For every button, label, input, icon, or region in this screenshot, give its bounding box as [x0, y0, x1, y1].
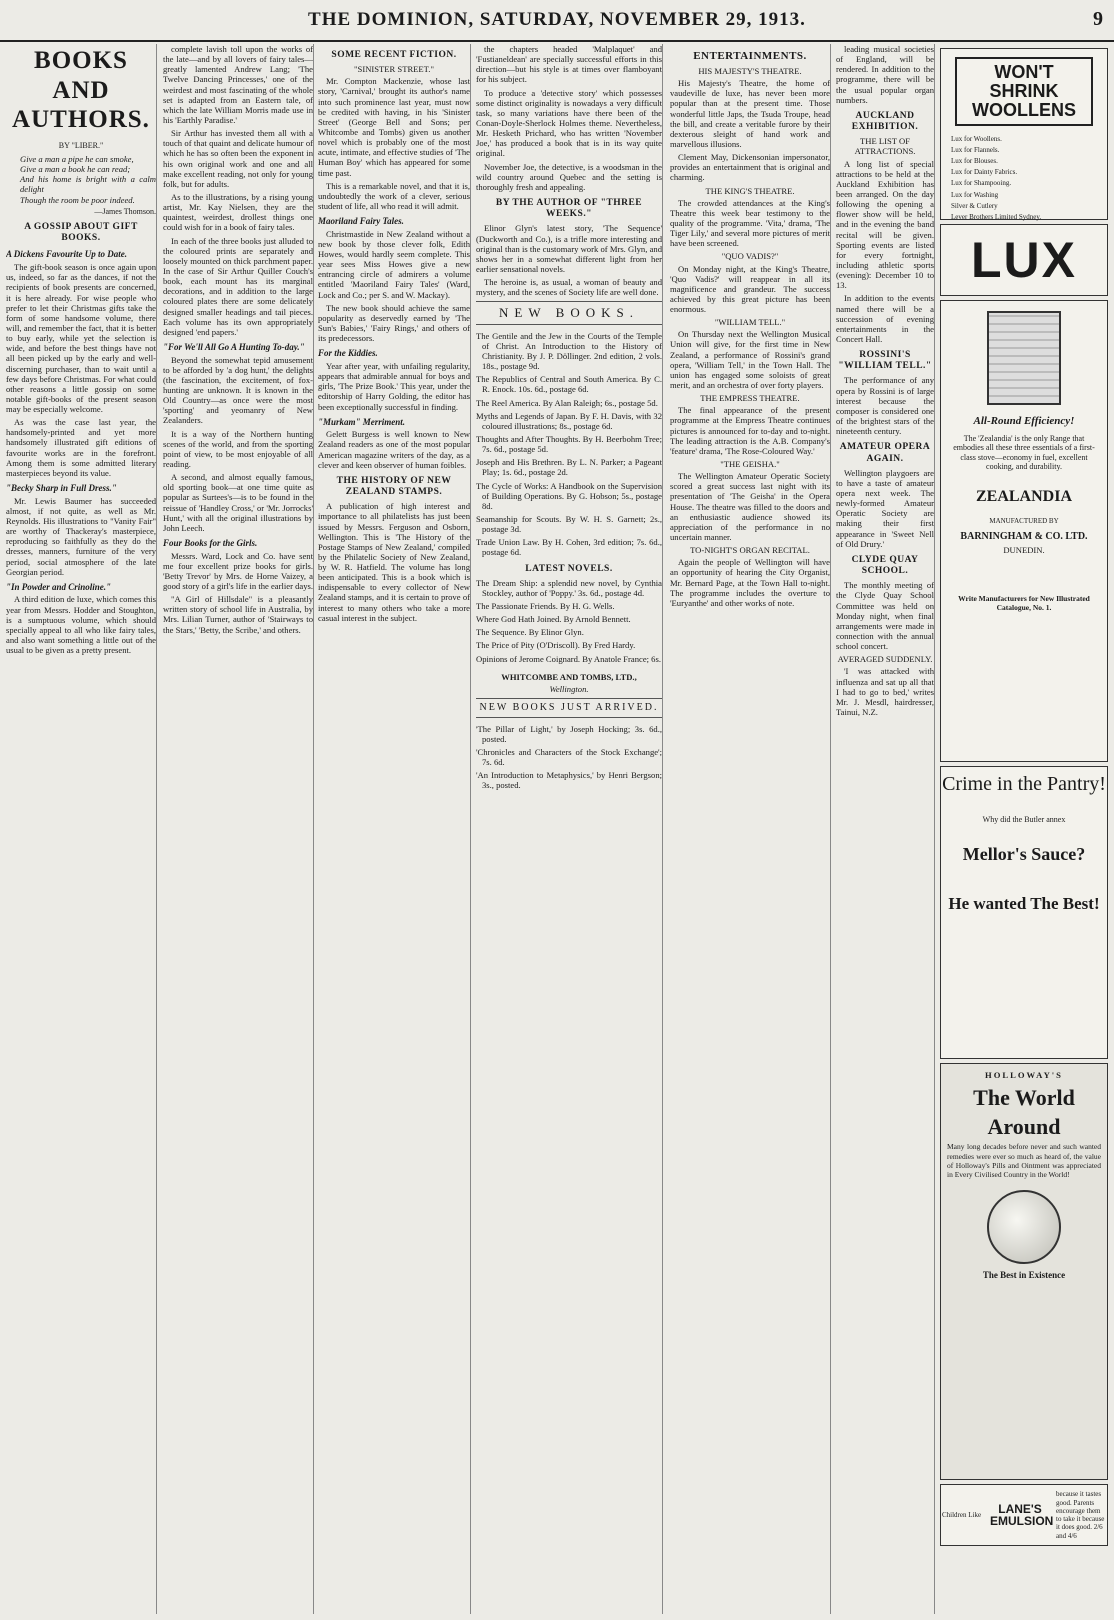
advert-brand: LANE'S EMULSION: [990, 1502, 1054, 1528]
paragraph: Clement May, Dickensonian impersonator, provides an entertainment that is original and charming.: [670, 152, 830, 183]
paragraph: The Wellington Amateur Operatic Society scored a great success last night with its presentation of 'The Geisha' in the Opera House. The theatre was filled to the doors and an enthusiastic audience showed its appreciation of the performance in no uncertain manner.: [670, 471, 830, 543]
paragraph: Mr. Compton Mackenzie, whose last story, 'Carnival,' brought its author's name into such prominence last year, must now be credited with having, in his 'Sinister Street' (George Bell and Sons; per Whitcombe and Tombs) given us another novel which is probably one of the most acute, intimate, and effective studies of 'The Human Boy' which has appeared for some time past.: [318, 76, 470, 178]
paragraph: "A Girl of Hillsdale" is a pleasantly written story of school life in Australia, by Mrs. Lilian Turner, author of 'Stairways to the Stars,' 'Betty, the Scribe,' and others.: [163, 594, 313, 635]
advert-maker: DUNEDIN.: [1003, 544, 1045, 555]
book-list-item: Myths and Legends of Japan. By F. H. Davis, with 32 coloured illustrations; 8s., postage 6d.: [476, 410, 662, 431]
masthead: [0, 0, 1114, 42]
advert-headline: Around: [987, 1114, 1061, 1140]
paragraph: It is a way of the Northern hunting scenes of the world, and from the sporting point of view, to be most enjoyable of all reading.: [163, 428, 313, 469]
advert-footer: Write Manufacturers for New Illustrated Catalogue, No. 1.: [958, 593, 1090, 612]
paragraph: A publication of high interest and importance to all philatelists has just been issued by Messrs. Ferguson and Osborn, Wellington. This is 'The History of the Postage Stamps of New Zealand,' compiled by the Philatelic Society of New Zealand, by W. R. Hatfield. The volume has long been anticipated. This is a book which is indispensable to every collector of New Zealand stamps, and it is certain to prove of interest to many others who take a more casual interest in the subject.: [318, 501, 470, 623]
column-books-and-authors: [6, 44, 157, 1614]
book-list-item: 'Chronicles and Characters of the Stock Exchange'; 7s. 6d.: [476, 747, 662, 768]
book-list-item: The Gentile and the Jew in the Courts of the Temple of Christ. An Introduction to the History of Christianity. By J. P. Döllinger. 2nd edition, 2 vols. 18s., postage 9d.: [476, 330, 662, 372]
bookseller-name: WHITCOMBE AND TOMBS, LTD.,: [501, 671, 637, 682]
paragraph: The heroine is, as usual, a woman of beauty and mystery, and the scenes of Society life are well done.: [476, 277, 662, 298]
book-list-item: The Reel America. By Alan Raleigh; 6s., postage 5d.: [476, 397, 658, 408]
lux-woollens-advert: [940, 48, 1108, 220]
zealandia-range-advert: [940, 300, 1108, 762]
paragraph: The crowded attendances at the King's Theatre this week bear testimony to the quality of the programme. 'Vita,' drama, 'The Tiger Lily,' and several more pictures of merit have been screened.: [670, 197, 830, 249]
paragraph: Wellington playgoers are to have a taste of amateur opera next week. The newly-formed Amateur Operatic Society are making their first appearance in 'Sweet Nell of Old Drury.': [836, 467, 934, 549]
novel-list-item: The Passionate Friends. By H. G. Wells.: [476, 600, 615, 611]
subheading: "Becky Sharp in Full Dress.": [6, 483, 117, 494]
novel-list-item: The Price of Pity (O'Driscoll). By Fred Hardy.: [476, 640, 636, 651]
subheading: "THE GEISHA.": [720, 459, 780, 470]
article-heading: BY THE AUTHOR OF "THREE WEEKS.": [495, 197, 643, 220]
globe-icon: [987, 1190, 1061, 1264]
advert-brand: Mellor's Sauce?: [962, 844, 1086, 865]
advert-maker: BARNINGHAM & CO. LTD.: [960, 530, 1088, 542]
book-list-item: 'An Introduction to Metaphysics,' by Henri Bergson; 3s., posted.: [476, 770, 662, 791]
advert-headline: The World: [973, 1085, 1075, 1111]
paragraph: 'I was attacked with influenza and sat up all that I had to go to bed,' writes Mr. J. Mesdl, hairdresser, Tainui, N.Z.: [836, 666, 934, 717]
paragraph: His Majesty's Theatre, the home of vaudeville de luxe, has never been more popular than at the present time. Those wonderful little Japs, the Tsuda Troupe, head the bill, and create a veritable furore by their dexterous sleight of hand work and marvellous illusions.: [670, 78, 830, 149]
article-heading: ENTERTAINMENTS.: [693, 50, 807, 62]
paragraph: This is a remarkable novel, and that it is, undoubtedly the work of a clever, serious student of life, all who read it will admit.: [318, 180, 470, 212]
subheading: THE EMPRESS THEATRE.: [700, 393, 800, 404]
subheading: "In Powder and Crinoline.": [6, 581, 112, 592]
subheading: A Dickens Favourite Up to Date.: [6, 249, 127, 260]
lanes-emulsion-advert: [940, 1484, 1108, 1546]
paragraph: The gift-book season is once again upon us, indeed, so far as the dances, if not the recipients of book presents are concerned, it is here already. For wise people who prefer to let their Christmas gifts take the form of some handsome volume, there will, and remember the fact, that it is better to buy early, while yet the selection is wide, and before the best things have not all been picked up by the early and well-discerning purchaser, than to wait until a few days before Christmas. For what could other reasons a little gossip on some notable gift-books of the present season may be especially welcome.: [6, 262, 156, 415]
paragraph: As was the case last year, the handsomely-printed and yet more handsomely illustrated gift editions of favourite works are in the forefront. Among them is some admitted literary masterpieces beyond its value.: [6, 417, 156, 478]
subheading: HIS MAJESTY'S THEATRE.: [698, 65, 802, 76]
paragraph: Again the people of Wellington will have an opportunity of hearing the City Organist, Mr. Bernard Page, at the Town Hall to-night. The programme includes the overture to 'Euryanthe' and other works of note.: [670, 557, 830, 608]
paragraph: complete lavish toll upon the works of the late—and by all lovers of fairy tales—greatly lamented Andrew Lang; 'The Twelve Dancing Princesses,' one of the weirdest and most fascinating of the whole set is adapted from an Eastern tale, of which the late William Morris made use in his 'Earthly Paradise.': [163, 44, 313, 125]
subheading: TO-NIGHT'S ORGAN RECITAL.: [690, 545, 810, 556]
advert-footer: The Best in Existence: [982, 1269, 1066, 1280]
advert-text: Children Like: [942, 1510, 982, 1519]
advert-list-item: Lux for Shampooing.: [951, 179, 1012, 188]
subheading: Four Books for the Girls.: [163, 537, 258, 548]
article-heading: ROSSINI'S "WILLIAM TELL.": [838, 350, 932, 372]
paragraph: On Monday night, at the King's Theatre, 'Quo Vadis?' will reappear in all its magnificence and grandeur. The success achieved by this great picture has been enormous.: [670, 263, 830, 315]
paragraph: A second, and almost equally famous, old sporting book—at one time quite as popular as Surtees's—is to be found in the reissue of 'Handley Cross,' or 'Mr. Jorrocks' Hunt,' with all the original illustrations by John Leech.: [163, 472, 313, 533]
subheading: THE LIST OF ATTRACTIONS.: [854, 136, 916, 157]
book-list-item: The Republics of Central and South America. By C. R. Enock. 10s. 6d., postage 6d.: [476, 374, 662, 395]
subheading: "For We'll All Go A Hunting To-day.": [163, 341, 305, 352]
advert-headline: Crime in the Pantry!: [942, 773, 1106, 795]
paragraph: leading musical societies of England, will be rendered. In addition to the programme, there will be the usual popular organ numbers.: [836, 44, 934, 105]
paragraph: Mr. Lewis Baumer has succeeded almost, if not quite, as well as Mr. Reynolds. His illustrations to "Vanity Fair" are worthy of Thackeray's masterpiece, reproducing so faithfully as they do the dresses, manners, furniture of the very period, social atmosphere of the late Georgian period.: [6, 495, 156, 577]
advert-text: because it tastes good. Parents encourage them to take it because it does good. 2/6 and 4/6: [1056, 1490, 1105, 1540]
poem-line: Give a man a book he can read;: [20, 164, 131, 175]
paragraph: Messrs. Ward, Lock and Co. have sent me four excellent prize books for girls. 'Betty Trevor' by Mrs. de Horne Vaizey, a good story of a girl's life in the earlier days.: [163, 550, 313, 591]
article-heading: THE HISTORY OF NEW ZEALAND STAMPS.: [336, 475, 452, 498]
poem-line: Though the room be poor indeed.: [20, 194, 135, 205]
subheading: "Murkam" Merriment.: [318, 416, 406, 427]
mellors-sauce-advert: [940, 766, 1108, 1059]
paragraph: The performance of any opera by Rossini is of large interest because the composer is considered one of the brightest stars of the nineteenth century.: [836, 375, 934, 437]
subheading: "QUO VADIS?": [721, 251, 779, 262]
advert-maker: Lever Brothers Limited Sydney.: [951, 212, 1042, 221]
advert-text: Why did the Butler annex: [982, 815, 1066, 824]
paragraph: The new book should achieve the same popularity as deservedly earned by 'The Sun's Babies,' 'Fairy Rings,' and others of its predecessors.: [318, 302, 470, 344]
paragraph: A long list of special attractions to be held at the Auckland Exhibition has been arranged. On the day following the opening a flower show will be held, and in the evening the band recital will be given. Sporting events are listed for every fortnight, including athletic sports (evening): December 10 to 13.: [836, 158, 934, 291]
paragraph: In addition to the events named there will be a succession of evening entertainments in the Concert Hall.: [836, 293, 934, 344]
paragraph: November Joe, the detective, is a woodsman in the wild country around Quebec and the setting is thoroughly fresh and appealing.: [476, 161, 662, 192]
paragraph: Christmastide in New Zealand without a new book by those clever folk, Edith Howes, would hardly seem complete. This year sees Miss Howes give a new entrancing circle of admirers a volume entitled 'Maoriland Fairy Tales' (Ward, Lock and Co.; per S. and W. Mackay).: [318, 228, 470, 300]
paragraph: A third edition de luxe, which comes this year from Messrs. Hodder and Stoughton, is a sumptuous volume, which should specially appeal to all who like fairy tales, and also want something a little out of the usual to be given as a pretty present.: [6, 594, 156, 656]
column-gift-books-continued: [163, 44, 314, 1614]
stove-icon: [987, 311, 1061, 405]
book-list-item: Joseph and His Brethren. By L. N. Parker; a Pageant Play; 1s. 6d., postage 2d.: [476, 457, 662, 478]
paragraph: the chapters headed 'Malplaquet' and 'Fustianeldean' are specially successful efforts in this direction—but his style is at times over flamboyant for his subject.: [476, 44, 662, 85]
page-number: 9: [1093, 8, 1104, 30]
novel-list-item: Where God Hath Joined. By Arnold Bennett.: [476, 614, 631, 625]
paragraph: The final appearance of the present programme at the Empress Theatre continues pictures is announced for to-day and to-night. The leading attraction is the A.B. Company's 'feature' drama, 'The Rose-Coloured Way.': [670, 405, 830, 456]
poem-attribution: —James Thomson.: [94, 206, 156, 216]
subheading: For the Kiddies.: [318, 348, 378, 359]
paragraph: Elinor Glyn's latest story, 'The Sequence' (Duckworth and Co.), is a trifle more interesting and original than is the customary work of Mrs. Glyn, and shows her in a somewhat different light from her earlier sensational novels.: [476, 223, 662, 274]
advert-list-item: Lux for Flannels.: [951, 145, 1000, 154]
advert-maker: MANUFACTURED BY: [989, 516, 1059, 525]
lux-logo-advert: [940, 224, 1108, 296]
advert-headline: WON'T: [994, 62, 1054, 82]
advert-tagline: He wanted The Best!: [948, 894, 1100, 914]
advert-list: [941, 134, 1107, 224]
paragraph: On Thursday next the Wellington Musical Union will give, for the first time in New Zealand, a performance of Rossini's grand opera, 'William Tell,' in the Town Hall. The union has engaged some soloists of great merit, and an orchestra of over forty players.: [670, 329, 830, 391]
column-advertisements: [940, 44, 1108, 1614]
advert-brand: ZEALANDIA: [975, 487, 1072, 505]
advert-list-item: Lux for Washing: [951, 190, 999, 199]
paragraph: Beyond the somewhat tepid amusement to be afforded by 'a dog hunt,' the delights (the fascination, the excitement, of fox-hunting are unknown. It is known in the Old Country—as once were the most 'sporting' and yeomanry of New Zealanders.: [163, 354, 313, 426]
new-books-heading: NEW BOOKS.: [476, 301, 662, 324]
masthead-title: THE DOMINION, SATURDAY, NOVEMBER 29, 1913.: [308, 9, 806, 30]
column-exhibition-and-music: [836, 44, 935, 1614]
section-heading: BOOKS AND AUTHORS.: [12, 47, 150, 133]
poem-line: And his home is bright with a calm delight: [20, 174, 156, 195]
column-entertainments: [670, 44, 831, 1614]
lux-logo: LUX: [971, 231, 1077, 288]
new-books-arrived-heading: NEW BOOKS JUST ARRIVED.: [476, 698, 662, 718]
book-list-item: Opinions of Jerome Coignard. By Anatole France; 6s.: [476, 653, 661, 664]
book-list-item: Trade Union Law. By H. Cohen, 3rd edition; 7s. 6d., postage 6d.: [476, 537, 662, 558]
advert-list-item: Lux for Dainty Fabrics.: [951, 168, 1018, 177]
advert-headline: All-Round Efficiency!: [973, 415, 1075, 427]
byline: BY "LIBER.": [58, 140, 104, 150]
subheading: AVERAGED SUDDENLY.: [837, 654, 933, 665]
bookseller-town: Wellington.: [549, 683, 589, 694]
book-list-item: Thoughts and After Thoughts. By H. Beerbohm Tree; 7s. 6d., postage 5d.: [476, 433, 662, 455]
subheading: "SINISTER STREET.": [354, 64, 434, 75]
book-list-item: 'The Pillar of Light,' by Joseph Hocking; 3s. 6d., posted.: [476, 723, 662, 744]
advert-text: The 'Zealandia' is the only Range that embodies all these three essentials of a first-class stove—economy in fuel, excellent cooking, and durability.: [953, 433, 1095, 472]
article-heading: CLYDE QUAY SCHOOL.: [851, 554, 919, 577]
advert-headline: SHRINK: [989, 80, 1059, 101]
paragraph: To produce a 'detective story' which possesses some distinct originality is nowadays a very difficult task, so many variations have there been of the Conan-Doyle-Sherlock Holmes theme. Nevertheless, Mr. Hesketh Prichard, who has written 'November Joe,' has produced a book that is in its way quite original.: [476, 87, 662, 159]
paragraph: In each of the three books just alluded to the coloured prints are separately and loosely mounted on thick parchment paper. In the case of Sir Arthur Quiller Couch's book, each mount has its marginal decorations, and in addition to the large coloured plates there are some delicately designed smaller headings and tail pieces. Each volume has its own appropriately designed 'end papers.': [163, 235, 313, 337]
book-list-item: The Cycle of Works: A Handbook on the Supervision of Building Operations. By G. Hobson; 5s., postage 8d.: [476, 480, 662, 511]
advert-list-item: Lux for Blouses.: [951, 157, 998, 166]
advert-badge: [955, 57, 1093, 126]
novel-list-item: The Sequence. By Elinor Glyn.: [476, 627, 584, 638]
subheading: "WILLIAM TELL.": [714, 317, 786, 328]
paragraph: The monthly meeting of the Clyde Quay School Committee was held on Monday night, when final arrangements were made in connection with the annual school concert.: [836, 580, 934, 652]
advert-text: Many long decades before never and such wanted remedies were ever so much as heard of, the value of Holloway's Pills and Ointment was appreciated in Every Civilised Country in the World!: [947, 1142, 1101, 1180]
article-heading: SOME RECENT FICTION.: [331, 50, 457, 60]
subheading: THE KING'S THEATRE.: [705, 185, 795, 196]
advert-list-item: Lux for Woollens.: [951, 134, 1002, 143]
column-fiction-and-new-books: [476, 44, 663, 1614]
advert-brand: HOLLOWAY'S: [985, 1070, 1063, 1080]
article-heading: AMATEUR OPERA AGAIN.: [839, 442, 931, 464]
poem-line: Give a man a pipe he can smoke,: [20, 153, 134, 164]
advert-list-item: Silver & Cutlery: [951, 201, 998, 210]
holloways-pills-advert: [940, 1063, 1108, 1480]
book-list-item: Seamanship for Scouts. By W. H. S. Garnett; 2s., postage 3d.: [476, 513, 662, 535]
advert-headline: WOOLLENS: [972, 99, 1076, 120]
paragraph: As to the illustrations, by a rising young artist, Mr. Kay Nielsen, they are the quaintest, weirdest, drollest things one could wish for in a book of fairy tales.: [163, 191, 313, 233]
paragraph: Gelett Burgess is well known to New Zealand readers as one of the most popular American magazine writers of the day, as a clever and keen observer of human foibles.: [318, 429, 470, 470]
subheading: Maoriland Fairy Tales.: [318, 216, 404, 227]
paragraph: Year after year, with unfailing regularity, appears that admirable annual for boys and girls, 'The Prize Book.' This year, under the editorship of Harry Golding, the editor has been exceptionally successful in finding.: [318, 360, 470, 412]
article-heading: A GOSSIP ABOUT GIFT BOOKS.: [24, 222, 138, 244]
latest-novels-heading: LATEST NOVELS.: [525, 563, 613, 574]
paragraph: Sir Arthur has invested them all with a touch of that quaint and delicate humour of which he has so often been the exponent in his own original work and one and all make excellent reading, not only for young folk, but for adults.: [163, 128, 313, 189]
epigraph-poem: [6, 154, 156, 205]
column-recent-fiction: [318, 44, 471, 1614]
novel-list-item: The Dream Ship: a splendid new novel, by Cynthia Stockley, author of 'Poppy.' 3s. 6d., postage 4d.: [476, 577, 662, 598]
article-heading: AUCKLAND EXHIBITION.: [851, 110, 919, 133]
